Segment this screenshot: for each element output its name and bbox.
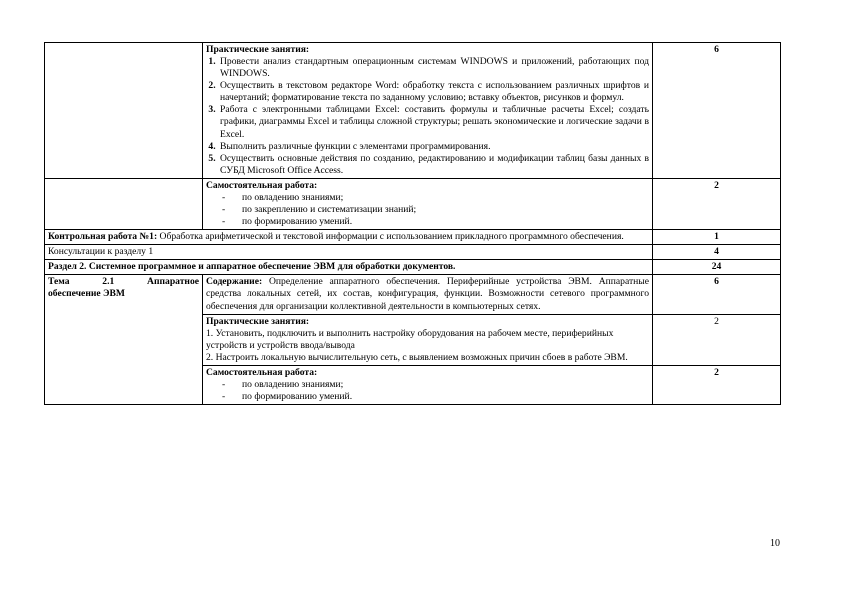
practice-task: 4. Выполнить различные функции с элементами программирования. [218, 141, 649, 153]
theme-title-cell [45, 275, 203, 405]
study-plan-table [44, 42, 781, 405]
control-work-text: Обработка арифметической и текстовой информации с использованием прикладного программного обеспечения. [157, 231, 624, 243]
practice-task: 5. Осуществить основные действия по созданию, редактированию и модификации таблиц базы данных в СУБД Microsoft Office Access. [218, 153, 649, 177]
theme-title-line: Тема 2.1 Аппаратное [48, 276, 199, 288]
hours-cell: 2 [653, 365, 781, 404]
hours-cell: 4 [653, 245, 781, 260]
control-work-cell [45, 230, 653, 245]
hours-cell: 6 [653, 43, 781, 179]
selfwork-title: Самостоятельная работа: [206, 179, 318, 191]
practice-task: 2. Настроить локальную вычислительную сеть, с выявлением возможных причин сбоев в работе ЭВМ. [206, 351, 628, 363]
section-title: Раздел 2. Системное программное и аппаратное обеспечение ЭВМ для обработки документов. [45, 260, 653, 275]
consultation-row [45, 245, 781, 260]
theme-cell-empty [45, 178, 203, 229]
hours-cell: 2 [653, 178, 781, 229]
practice-title: Практические занятия: [206, 44, 310, 55]
selfwork-item: - по закреплению и систематизации знаний; [222, 204, 417, 216]
hours-cell: 1 [653, 230, 781, 245]
selfwork-item: - по овладению знаниями; [222, 379, 344, 391]
selfwork-title: Самостоятельная работа: [206, 366, 318, 378]
practice-row-1 [45, 43, 781, 179]
practice-cell-2 [203, 314, 653, 365]
control-work-label: Контрольная работа №1: [48, 231, 158, 243]
practice-task: 1. Установить, подключить и выполнить настройку оборудования на рабочем месте, периферийных устройств и устройств ввода/вывода [206, 327, 614, 351]
section-row [45, 260, 781, 275]
control-work-row [45, 230, 781, 245]
theme-cell-empty [45, 43, 203, 179]
selfwork-item: - по формированию умений. [222, 391, 353, 403]
theme-title-line: обеспечение ЭВМ [48, 288, 125, 300]
selfwork-list [206, 192, 649, 228]
selfwork-cell-1 [203, 178, 653, 229]
hours-cell: 2 [653, 314, 781, 365]
content-label: Содержание: [206, 276, 263, 288]
consultation-cell: Консультации к разделу 1 [45, 245, 653, 260]
hours-cell: 24 [653, 260, 781, 275]
practice-task-list [206, 56, 649, 177]
practice-task: 2. Осуществить в текстовом редакторе Word: обработку текста с использованием различных шрифтов и начертаний; форматирование текста по заданному условию; вставку объектов, рисунков и формул. [218, 80, 649, 104]
selfwork-row-1 [45, 178, 781, 229]
theme-content-row [45, 275, 781, 314]
selfwork-cell-2 [203, 365, 653, 404]
selfwork-list [206, 379, 649, 403]
theme-content-cell [203, 275, 653, 314]
practice-task: 1. Провести анализ стандартным операционным системам WINDOWS и приложений, работающих под WINDOWS. [218, 56, 649, 80]
practice-cell-1 [203, 43, 653, 179]
hours-cell: 6 [653, 275, 781, 314]
selfwork-item: - по овладению знаниями; [222, 191, 344, 203]
page-number: 10 [770, 538, 780, 549]
practice-task: 3. Работа с электронными таблицами Excel: составить формулы и табличные расчеты Excel; создать графики, диаграммы Excel и таблицы сложной структуры; решать экономические и логические задачи в Excel. [218, 104, 649, 140]
selfwork-item: - по формированию умений. [222, 216, 353, 228]
content-text: Определение аппаратного обеспечения. Периферийные устройства ЭВМ. Аппаратные средства локальных сетей, их состав, конфигурация, функции. Возможности сетевого программного обеспечения для организации коллективной деятельности в компьютерных сетях. [206, 276, 649, 312]
practice-title: Практические занятия: [206, 315, 310, 327]
